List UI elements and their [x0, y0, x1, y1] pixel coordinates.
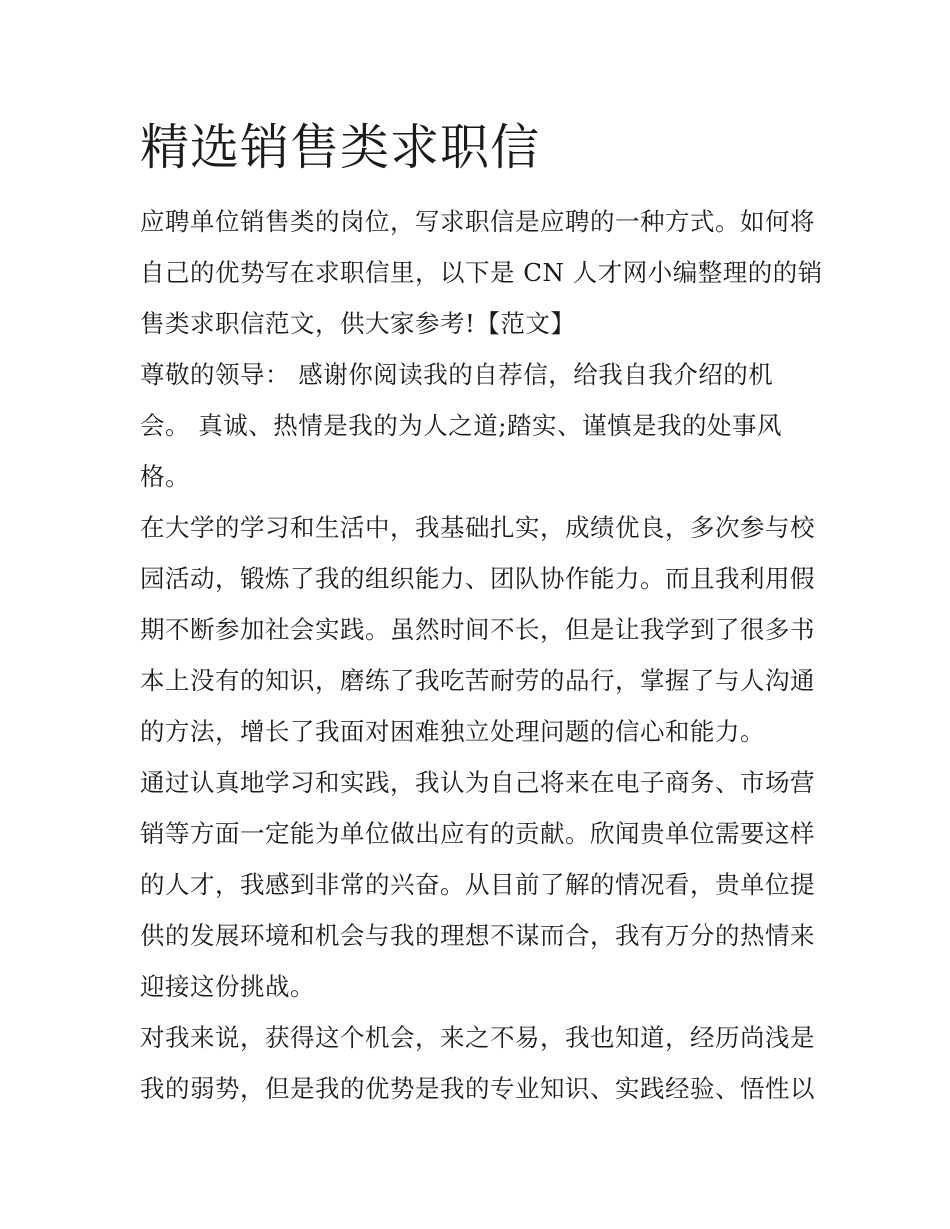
paragraph-line: 的方法，增长了我面对困难独立处理问题的信心和能力。: [140, 717, 765, 746]
paragraph-line: 应聘单位销售类的岗位，写求职信是应聘的一种方式。如何将: [140, 207, 815, 236]
paragraph-line: 尊敬的领导： 感谢你阅读我的自荐信，给我自我介绍的机: [140, 360, 774, 389]
paragraph-line: 在大学的学习和生活中，我基础扎实，成绩优良，多次参与校: [140, 513, 815, 542]
paragraph-line: 供的发展环境和机会与我的理想不谋而合，我有万分的热情来: [140, 921, 815, 950]
paragraph-line: 售类求职信范文，供大家参考!【范文】: [140, 309, 576, 338]
document-title: 精选销售类求职信: [140, 119, 541, 176]
paragraph-line: 对我来说，获得这个机会，来之不易，我也知道，经历尚浅是: [140, 1023, 815, 1052]
paragraph-line: 我的弱势，但是我的优势是我的专业知识、实践经验、悟性以: [140, 1074, 815, 1103]
paragraph-line: 格。: [140, 462, 190, 491]
paragraph-line: 的人才，我感到非常的兴奋。从目前了解的情况看，贵单位提: [140, 870, 815, 899]
paragraph-line: 通过认真地学习和实践，我认为自己将来在电子商务、市场营: [140, 768, 815, 797]
paragraph-line: 期不断参加社会实践。虽然时间不长，但是让我学到了很多书: [140, 615, 815, 644]
paragraph-line: 销等方面一定能为单位做出应有的贡献。欣闻贵单位需要这样: [140, 819, 815, 848]
paragraph-line: 自己的优势写在求职信里，以下是 CN 人才网小编整理的的销: [140, 258, 823, 287]
paragraph-line: 本上没有的知识，磨练了我吃苦耐劳的品行，掌握了与人沟通: [140, 666, 815, 695]
paragraph-line: 园活动，锻炼了我的组织能力、团队协作能力。而且我利用假: [140, 564, 815, 593]
paragraph-line: 迎接这份挑战。: [140, 972, 315, 1001]
paragraph-line: 会。 真诚、热情是我的为人之道;踏实、谨慎是我的处事风: [140, 411, 783, 440]
